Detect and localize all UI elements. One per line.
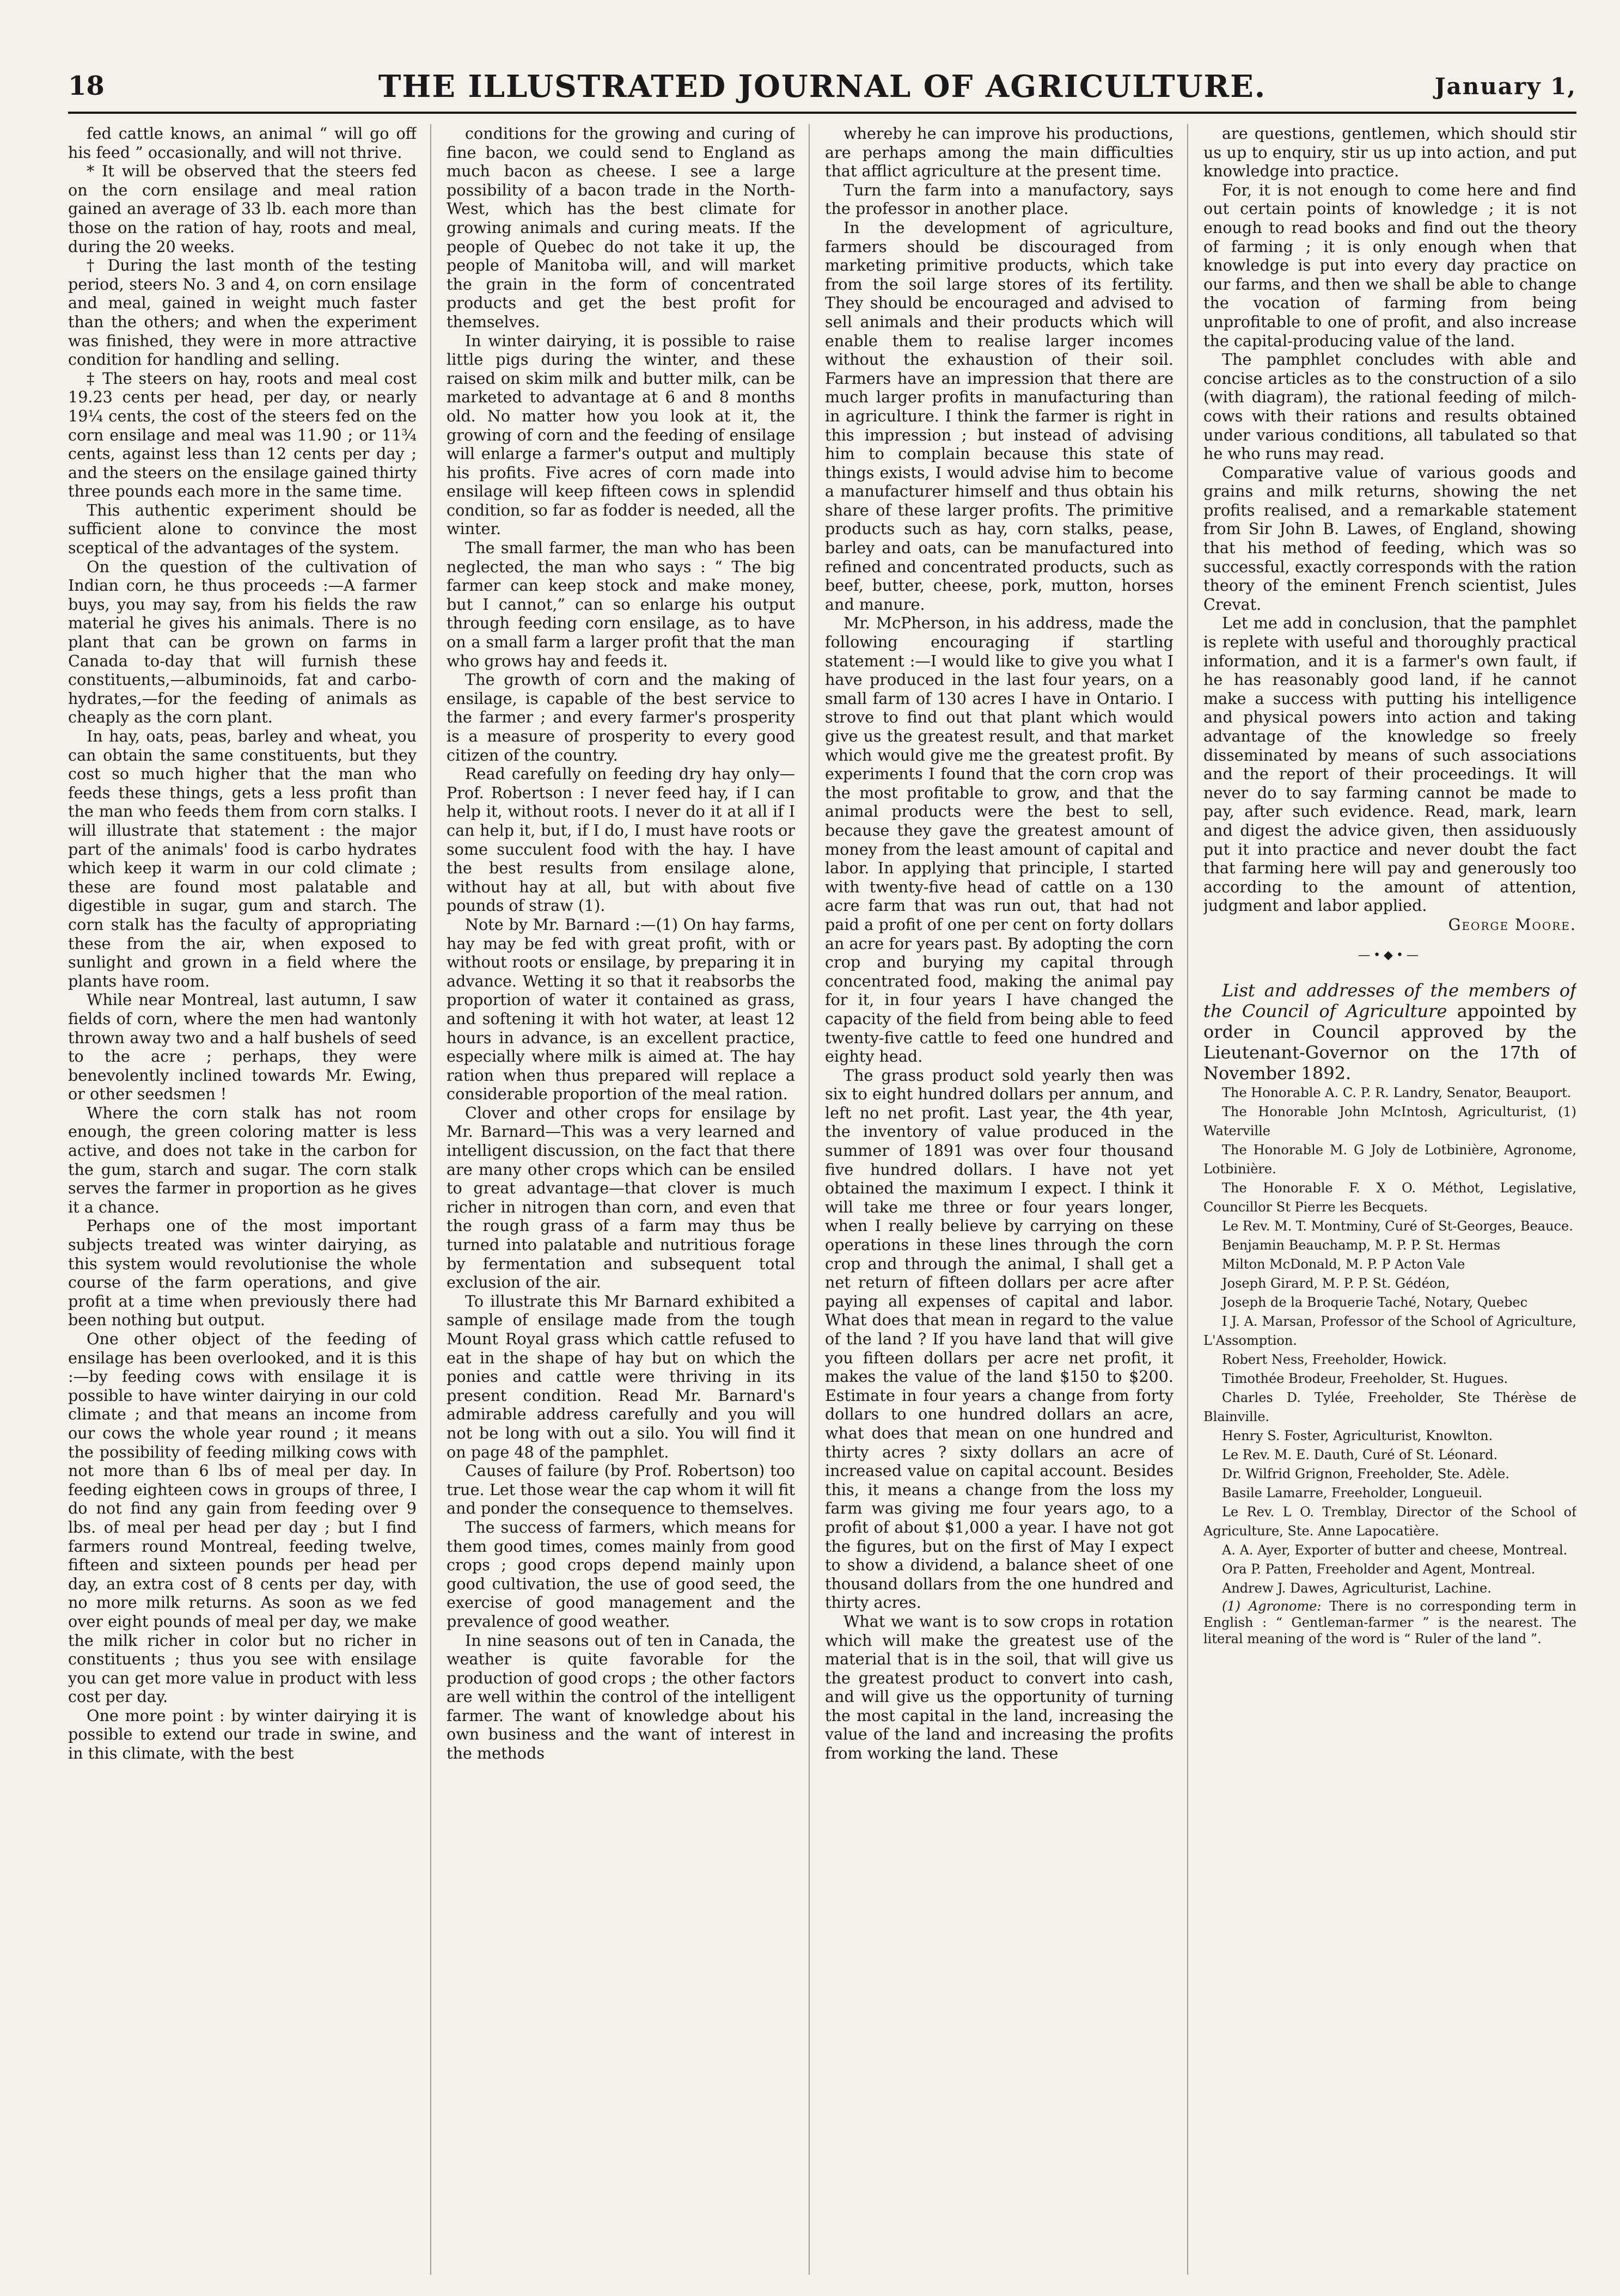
- article-paragraph: Causes of failure (by Prof. Robertson) too true. Let those wear the cap whom it will fit and ponder the consequence to themselves.: [447, 1461, 795, 1518]
- article-paragraph: In hay, oats, peas, barley and wheat, you can obtain the same constituents, but they cost so much higher that the man who feeds these things, gets a less profit than the man who feeds them from corn stalks. I will illustrate that statement : the major part of the animals' food is carbo hydrates which keep it warm in our cold climate ; these are found most palatable and digestible in sugar, gum and starch. The corn stalk has the faculty of appropriating these from the air, when exposed to sunlight and grown in a field where the plants have room.: [68, 727, 417, 990]
- article-paragraph: This authentic experiment should be sufficient alone to convince the most sceptical of the advantages of the system.: [68, 500, 417, 558]
- article-paragraph: Clover and other crops for ensilage by Mr. Barnard—This was a very learned and intelligent discussion, on the fact that there are many other crops which can be ensiled to great advantage—that clover is much richer in nitrogen than corn, and even that the rough grass of a farm may thus be turned into palatable and nutritious forage by fermentation and subsequent total exclusion of the air.: [447, 1103, 795, 1292]
- article-paragraph: The small farmer, the man who has been neglected, the man who says : “ The big farmer can keep stock and make money, but I cannot,” can so enlarge his output through feeding corn ensilage, as to have on a small farm a larger profit that the man who grows hay and feeds it.: [447, 538, 795, 670]
- column-2: [447, 124, 795, 2275]
- article-paragraph: One more point : by winter dairying it is possible to extend our trade in swine, and in this climate, with the best: [68, 1706, 417, 1763]
- article-paragraph: Comparative value of various goods and grains and milk returns, showing the net profits realised, and a remarkable statement from Sir John B. Lawes, of England, showing that his method of feeding, which was so successful, exactly corresponds with the ration theory of the eminent French scientist, Jules Crevat.: [1203, 463, 1576, 614]
- article-paragraph: The grass product sold yearly then was six to eight hundred dollars per annum, and left no net profit. Last year, the 4th year, the inventory of value produced in the summer of 1891 was over four thousand five hundred dollars. I have not yet obtained the maximum I expect. I think it will take me three or four years longer, when I really believe by carrying on these operations in these lines through the corn crop and through the animal, I shall get a net return of fifteen dollars per acre after paying all expenses of capital and labor. What does that mean in regard to the value of the land ? If you have land that will give you fifteen dollars per acre net profit, it makes the value of the land $150 to $200. Estimate in four years a change from forty dollars to one hundred dollars an acre, what does that mean on one hundred and thirty acres ? sixty dollars an acre of increased value on capital account. Besides this, it means a change from the loss my farm was giving me four years ago, to a profit of about $1,000 a year. I have not got the figures, but on the first of May I expect to show a dividend, a balance sheet of one thousand dollars from the one hundred and thirty acres.: [825, 1066, 1173, 1612]
- article-paragraph: Let me add in conclusion, that the pamphlet is replete with useful and thoroughly practical information, and it is a farmer's own fault, if he has reasonably good land, if he cannot make a success with putting his intelligence and physical powers into action and taking advantage of the knowledge so freely disseminated by means of such associations and the report of their proceedings. It will never do to say farming cannot be made to pay, after such evidence. Read, mark, learn and digest the advice given, then assiduously put it into practice and never doubt the fact that farming here will pay and generously too according to the amount of attention, judgment and labor applied.: [1203, 614, 1576, 915]
- article-paragraph: Where the corn stalk has not room enough, the green coloring matter is less active, and does not take in the carbon for the gum, starch and sugar. The corn stalk serves the farmer in proportion as he gives it a chance.: [68, 1103, 417, 1216]
- council-member-entry: Dr. Wilfrid Grignon, Freeholder, Ste. Adèle.: [1222, 1466, 1509, 1482]
- header-rule: [68, 112, 1576, 114]
- section-ornament: —•◆•—: [1358, 948, 1422, 962]
- article-paragraph: Perhaps one of the most important subjects treated was winter dairying, as this system would revolutionise the whole course of the farm operations, and give profit at a time when previously there had been nothing but output.: [68, 1216, 417, 1330]
- article-paragraph: On the question of the cultivation of Indian corn, he thus proceeds :—A farmer buys, you may say, from his fields the raw material he gives his animals. There is no plant that can be grown on farms in Canada to-day that will furnish these constituents,—albuminoids, fat and carbo-hydrates,—for the feeding of animals as cheaply as the corn plant.: [68, 557, 417, 727]
- article-paragraph: are questions, gentlemen, which should stir us up to enquiry, stir us up into action, and put knowledge into practice.: [1203, 124, 1576, 181]
- article-paragraph: To illustrate this Mr Barnard exhibited a sample of ensilage made from the tough Mount Royal grass which cattle refused to eat in the shape of hay but on which the ponies and cattle were thriving in its present condition. Read Mr. Barnard's admirable address carefully and you will not be long with out a silo. You will find it on page 48 of the pamphlet.: [447, 1291, 795, 1461]
- column-4-paragraphs: [1203, 124, 1576, 915]
- council-member-entry: Ora P. Patten, Freeholder and Agent, Montreal.: [1222, 1562, 1536, 1577]
- article-paragraph: Mr. McPherson, in his address, made the following encouraging if startling statement :—I would like to give you what I have produced in the last four years, on a small farm of 130 acres I have in Ontario. I strove to find out that plant which would give us the greatest result, and that market which would give me the greatest profit. By experiments I found that the corn crop was the most profitable to grow, and that the animal products were the best to sell, because they gave the greatest amount of money from the least amount of capital and labor. In applying that principle, I started with twenty-five head of cattle on a 130 acre farm that was run out, that had not paid a profit of one per cent on forty dollars an acre for years past. By adopting the corn crop and burying my capital through concentrated food, making the animal pay for it, in four years I have changed the capacity of the field from being able to feed twenty-five cattle to feed one hundred and eighty head.: [825, 614, 1173, 1066]
- council-member-entry: Timothée Brodeur, Freeholder, St. Hugues.: [1222, 1371, 1508, 1387]
- article-paragraph: † During the last month of the testing period, steers No. 3 and 4, on corn ensilage and meal, gained in weight much faster than the others; and when the experiment was finished, they were in more attractive condition for handling and selling.: [68, 256, 417, 369]
- article-paragraph: fed cattle knows, an animal “ will go off his feed ” occasionally, and will not thrive.: [68, 124, 417, 162]
- article-paragraph: Read carefully on feeding dry hay only—Prof. Robertson : I never feed hay, if I can help it, without roots. I never do it at all if I can help it, but, if I do, I must have roots or some succulent food with the hay. I have the best results from ensilage alone, without hay at all, but with about five pounds of straw (1).: [447, 764, 795, 915]
- council-member-entry: Le Rev. M. E. Dauth, Curé of St. Léonard.: [1222, 1447, 1498, 1463]
- column-divider: [809, 124, 810, 2275]
- article-paragraph: For, it is not enough to come here and find out certain points of knowledge ; it is not enough to read books and find out the theory of farming ; it is only enough when that knowledge is put into every day practice on our farms, and then we shall be able to change the vocation of farming from being unprofitable to one of profit, and also increase the capital-producing value of the land.: [1203, 180, 1576, 350]
- council-member-entry: Le Rev. M. T. Montminy, Curé of St-Georges, Beauce.: [1222, 1219, 1573, 1234]
- council-member-entry: Joseph Girard, M. P. P. St. Gédéon,: [1222, 1276, 1450, 1291]
- council-member-entry: Le Rev. L O. Tremblay, Director of the School of Agriculture, Ste. Anne Lapocatière.: [1203, 1504, 1576, 1539]
- council-member-entry: The Honorable F. X O. Méthot, Legislative, Councillor St Pierre les Becquets.: [1203, 1180, 1576, 1215]
- page-header: [68, 65, 1576, 105]
- article-paragraph: In winter dairying, it is possible to raise little pigs during the winter, and these raised on skim milk and butter milk, can be marketed to advantage at 6 and 8 months old. No matter how you look at it, the growing of corn and the feeding of ensilage will enlarge a farmer's output and multiply his profits. Five acres of corn made into ensilage will keep fifteen cows in splendid condition, so far as fodder is needed, all the winter.: [447, 331, 795, 538]
- council-member-entry: The Honorable M. G Joly de Lotbinière, Agronome, Lotbinière.: [1203, 1142, 1576, 1177]
- article-paragraph: In the development of agriculture, farmers should be discouraged from marketing primitive products, which take from the soil large stores of its fertility. They should be encouraged and advised to sell animals and their products which will enable them to realise larger incomes without the exhaustion of their soil. Farmers have an impression that there are much larger profits in manufacturing than in agriculture. I think the farmer is right in this impression ; but instead of advising him to complain because this state of things exists, I would advise him to become a manufacturer himself and thus obtain his share of these larger profits. The primitive products such as hay, corn stalks, pease, barley and oats, can be manufactured into refined and concentrated products, such as beef, butter, cheese, pork, mutton, horses and manure.: [825, 218, 1173, 614]
- council-member-entry: Joseph de la Broquerie Taché, Notary, Quebec: [1222, 1295, 1528, 1311]
- article-paragraph: Turn the farm into a manufactory, says the professor in another place.: [825, 180, 1173, 218]
- article-paragraph: The pamphlet concludes with able and concise articles as to the construction of a silo (with diagram), the rational feeding of milch-cows with their rations and results obtained under various conditions, all tabulated so that he who runs may read.: [1203, 350, 1576, 463]
- council-member-list: [1203, 1083, 1576, 1598]
- council-list-heading-italic: List and addresses of the members of the Council of Agriculture: [1203, 980, 1576, 1022]
- article-paragraph: What we want is to sow crops in rotation which will make the greatest use of the material that is in the soil, that will give us the greatest product to convert into cash, and will give us the opportunity of turning the most capital in the land, increasing the value of the land and increasing the profits from working the land. These: [825, 1612, 1173, 1763]
- article-paragraph: The growth of corn and the making of ensilage, is capable of the best service to the farmer ; and every farmer's prosperity is a measure of prosperity to every good citizen of the country.: [447, 670, 795, 764]
- author-signature: George Moore.: [1448, 915, 1576, 934]
- column-4: [1203, 124, 1576, 2275]
- article-paragraph: One other object of the feeding of ensilage has been overlooked, and it is this :—by feeding cows with ensilage it is possible to have winter dairying in our cold climate ; and that means an income from our cows the whole year round ; it means the possibility of feeding milking cows with not more than 6 lbs of meal per day. In feeding eighteen cows in groups of three, I do not find any gain from feeding over 9 lbs. of meal per head per day ; but I find farmers round Montreal, feeding twelve, fifteen and sixteen pounds per head per day, an extra cost of 8 cents per day, with no more milk returns. As soon as we fed over eight pounds of meal per day, we make the milk richer in color but no richer in constituents ; thus you see with ensilage you can get more value in product with less cost per day.: [68, 1330, 417, 1706]
- council-list-heading-rest: appointed by order in Council approved by the Lieutenant-Governor on the 17th of November 1892.: [1203, 1001, 1576, 1084]
- council-list-heading: [1203, 980, 1576, 1083]
- footnote-label: (1) Agronome:: [1222, 1599, 1322, 1614]
- journal-title: THE ILLUSTRATED JOURNAL OF AGRICULTURE.: [378, 69, 1267, 105]
- council-member-entry: Milton McDonald, M. P. P Acton Vale: [1222, 1257, 1465, 1272]
- council-member-entry: The Honorable A. C. P. R. Landry, Senator, Beauport.: [1222, 1085, 1572, 1101]
- column-1: [68, 124, 417, 2275]
- article-paragraph: ‡ The steers on hay, roots and meal cost 19.23 cents per head, per day, or nearly 19¼ cents, the cost of the steers fed on the corn ensilage and meal was 11.90 ; or 11¾ cents, against less than 12 cents per day ; and the steers on the ensilage gained thirty three pounds each more in the same time.: [68, 369, 417, 501]
- article-paragraph: In nine seasons out of ten in Canada, the weather is quite favorable for the production of good crops ; the other factors are well within the control of the intelligent farmer. The want of knowledge about his own business and the want of interest in the methods: [447, 1631, 795, 1763]
- council-member-entry: Andrew J. Dawes, Agriculturist, Lachine.: [1222, 1581, 1491, 1596]
- article-paragraph: The success of farmers, which means for them good times, comes mainly from good crops ; good crops depend mainly upon good cultivation, the use of good seed, the exercise of good management and the prevalence of good weather.: [447, 1517, 795, 1631]
- page-number: 18: [68, 71, 105, 101]
- column-divider: [430, 124, 431, 2275]
- article-paragraph: conditions for the growing and curing of fine bacon, we could send to England as much bacon as cheese. I see a large possibility of a bacon trade in the North-West, which has the best climate for growing animals and curing meats. If the people of Quebec do not take it up, the people of Manitoba will, and will market the grain in the form of concentrated products and get the best profit for themselves.: [447, 124, 795, 331]
- council-member-entry: Robert Ness, Freeholder, Howick.: [1222, 1352, 1447, 1368]
- article-paragraph: Note by Mr. Barnard :—(1) On hay farms, hay may be fed with great profit, with or without roots or ensilage, by preparing it in advance. Wetting it so that it reabsorbs the proportion of water it contained as grass, and softening it with hot water, at least 12 hours in advance, is an excellent practice, especially where milk is aimed at. The hay ration when thus prepared will replace a considerable proportion of the meal ration.: [447, 915, 795, 1104]
- council-member-entry: Benjamin Beauchamp, M. P. P. St. Hermas: [1222, 1238, 1501, 1253]
- issue-date: January 1,: [1434, 73, 1576, 100]
- council-member-entry: Charles D. Tylée, Freeholder, Ste Thérèse de Blainville.: [1203, 1390, 1576, 1425]
- council-member-entry: The Honorable John McIntosh, Agriculturist, (1) Waterville: [1203, 1104, 1576, 1139]
- council-member-entry: A. A. Ayer, Exporter of butter and cheese, Montreal.: [1222, 1542, 1568, 1558]
- column-divider: [1187, 124, 1188, 2275]
- council-member-entry: Basile Lamarre, Freeholder, Longueuil.: [1222, 1485, 1483, 1501]
- article-paragraph: While near Montreal, last autumn, I saw fields of corn, where the men had wantonly thrown away two and a half bushels of seed to the acre ; perhaps, they were benevolently inclined towards Mr. Ewing, or other seedsmen !: [68, 990, 417, 1104]
- footnote-text: There is no corresponding term in English : “ Gentleman-farmer ” is the nearest. The literal meaning of the word is “ Ruler of the land ”.: [1203, 1599, 1576, 1647]
- footnote: [1203, 1598, 1576, 1647]
- article-paragraph: * It will be observed that the steers fed on the corn ensilage and meal ration gained an average of 33 lb. each more than those on the ration of hay, roots and meal, during the 20 weeks.: [68, 162, 417, 256]
- column-3: [825, 124, 1173, 2275]
- council-member-entry: I J. A. Marsan, Professor of the School of Agriculture, L'Assomption.: [1203, 1314, 1576, 1349]
- council-member-entry: Henry S. Foster, Agriculturist, Knowlton.: [1222, 1428, 1493, 1444]
- article-paragraph: whereby he can improve his productions, are perhaps among the main difficulties that afflict agriculture at the present time.: [825, 124, 1173, 181]
